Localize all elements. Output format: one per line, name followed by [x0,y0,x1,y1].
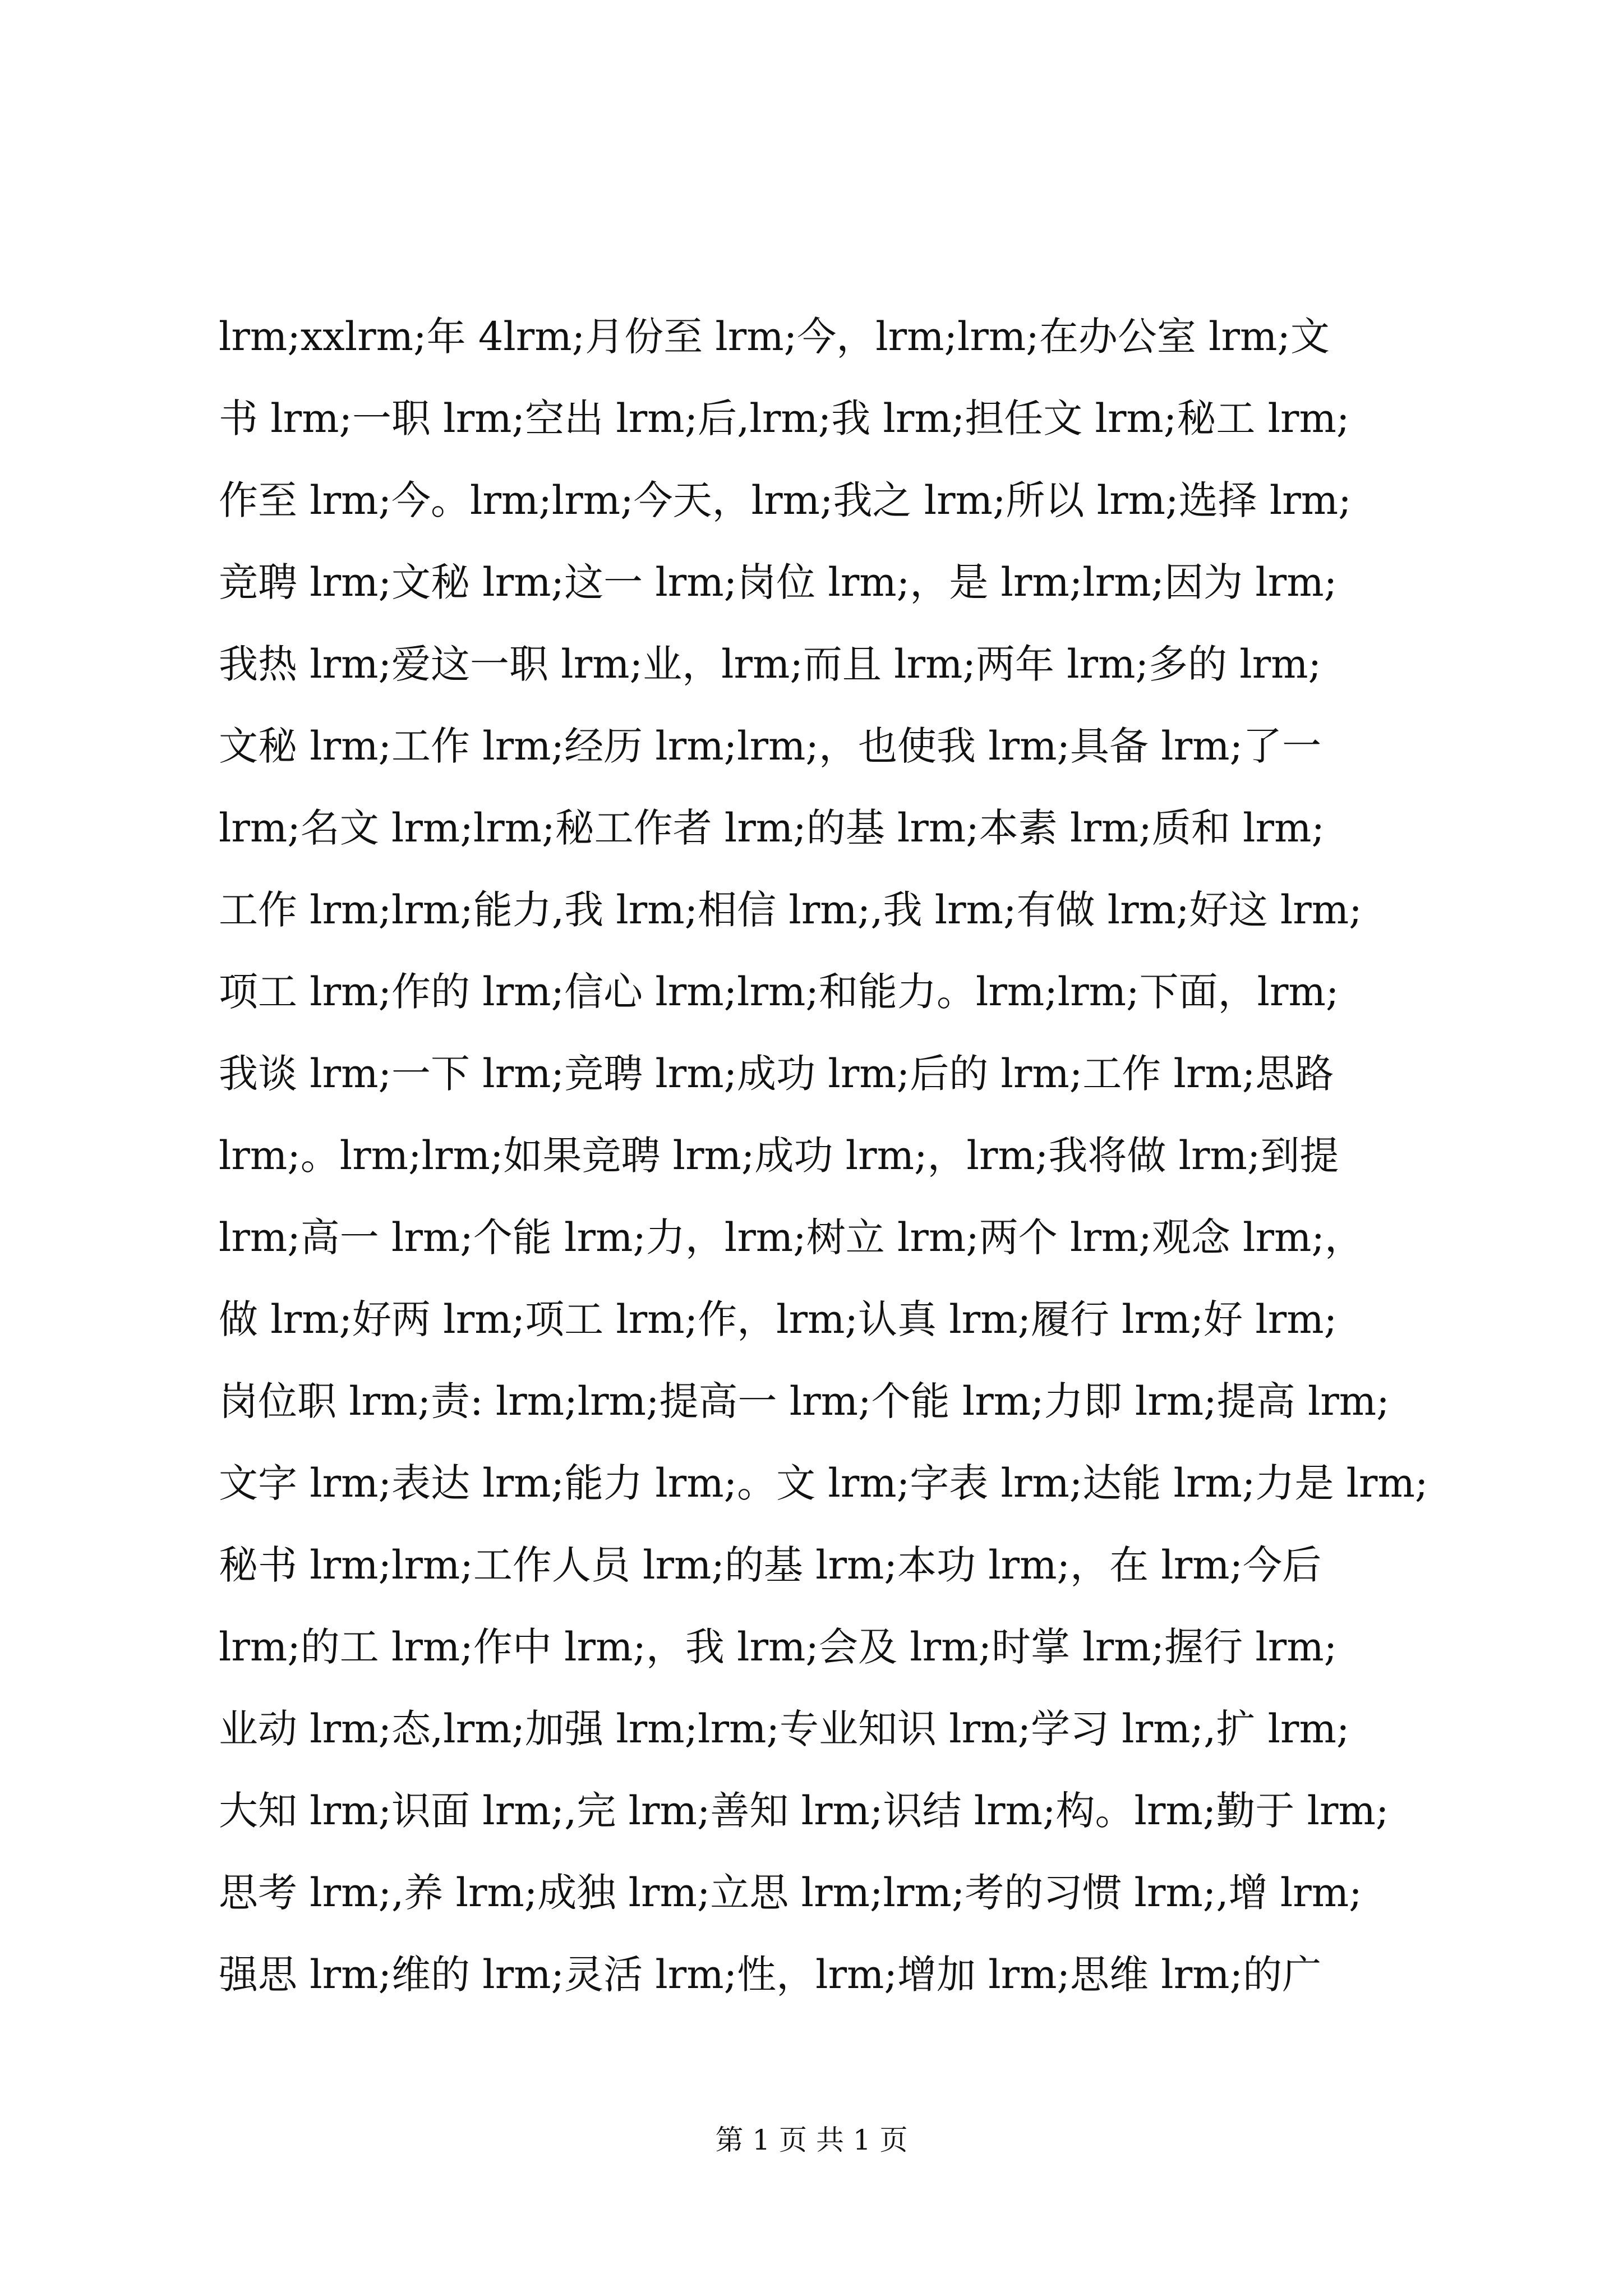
text-line: 文秘 lrm;工作 lrm;经历 lrm;lrm;，也使我 lrm;具备 lrm;了一 [219,723,1322,769]
text-line: lrm;高一 lrm;个能 lrm;力，lrm;树立 lrm;两个 lrm;观念 lrm;， [219,1214,1364,1260]
text-line: 岗位职 lrm;责: lrm;lrm;提高一 lrm;个能 lrm;力即 lrm;提高 lrm; [219,1378,1390,1424]
text-line: 大知 lrm;识面 lrm;,完 lrm;善知 lrm;识结 lrm;构。lrm;勤于 lrm; [219,1788,1389,1834]
text-line: 项工 lrm;作的 lrm;信心 lrm;lrm;和能力。lrm;lrm;下面，lrm; [219,969,1339,1015]
text-line: 竞聘 lrm;文秘 lrm;这一 lrm;岗位 lrm;，是 lrm;lrm;因为 lrm; [219,559,1338,605]
text-line: 做 lrm;好两 lrm;项工 lrm;作，lrm;认真 lrm;履行 lrm;好 lrm; [219,1296,1338,1342]
text-line: 秘书 lrm;lrm;工作人员 lrm;的基 lrm;本功 lrm;，在 lrm;今后 [219,1542,1322,1588]
text-line: lrm;名文 lrm;lrm;秘工作者 lrm;的基 lrm;本素 lrm;质和 lrm; [219,805,1325,851]
text-line: 业动 lrm;态,lrm;加强 lrm;lrm;专业知识 lrm;学习 lrm;,扩 lrm; [219,1706,1350,1752]
body-text [219,311,1441,2031]
text-line: lrm;。lrm;lrm;如果竞聘 lrm;成功 lrm;，lrm;我将做 lrm;到提 [219,1133,1339,1179]
text-line: 强思 lrm;维的 lrm;灵活 lrm;性，lrm;增加 lrm;思维 lrm;的广 [219,1952,1322,1998]
text-line: lrm;的工 lrm;作中 lrm;，我 lrm;会及 lrm;时掌 lrm;握行 lrm; [219,1624,1338,1670]
text-line: lrm;xxlrm;年 4lrm;月份至 lrm;今，lrm;lrm;在办公室 lrm;文 [219,314,1330,360]
text-line: 文字 lrm;表达 lrm;能力 lrm;。文 lrm;字表 lrm;达能 lrm;力是 lrm; [219,1460,1428,1506]
text-line: 书 lrm;一职 lrm;空出 lrm;后,lrm;我 lrm;担任文 lrm;秘工 lrm; [219,395,1350,441]
text-line: 思考 lrm;,养 lrm;成独 lrm;立思 lrm;lrm;考的习惯 lrm;,增 lrm; [219,1870,1362,1916]
page-footer: 第 1 页 共 1 页 [715,2124,908,2156]
text-line: 工作 lrm;lrm;能力,我 lrm;相信 lrm;,我 lrm;有做 lrm;好这 lrm; [219,887,1362,933]
text-line: 作至 lrm;今。lrm;lrm;今天，lrm;我之 lrm;所以 lrm;选择 lrm; [219,477,1352,523]
text-line: 我谈 lrm;一下 lrm;竞聘 lrm;成功 lrm;后的 lrm;工作 lrm;思路 [219,1051,1334,1097]
text-line: 我热 lrm;爱这一职 lrm;业，lrm;而且 lrm;两年 lrm;多的 lrm; [219,641,1322,687]
